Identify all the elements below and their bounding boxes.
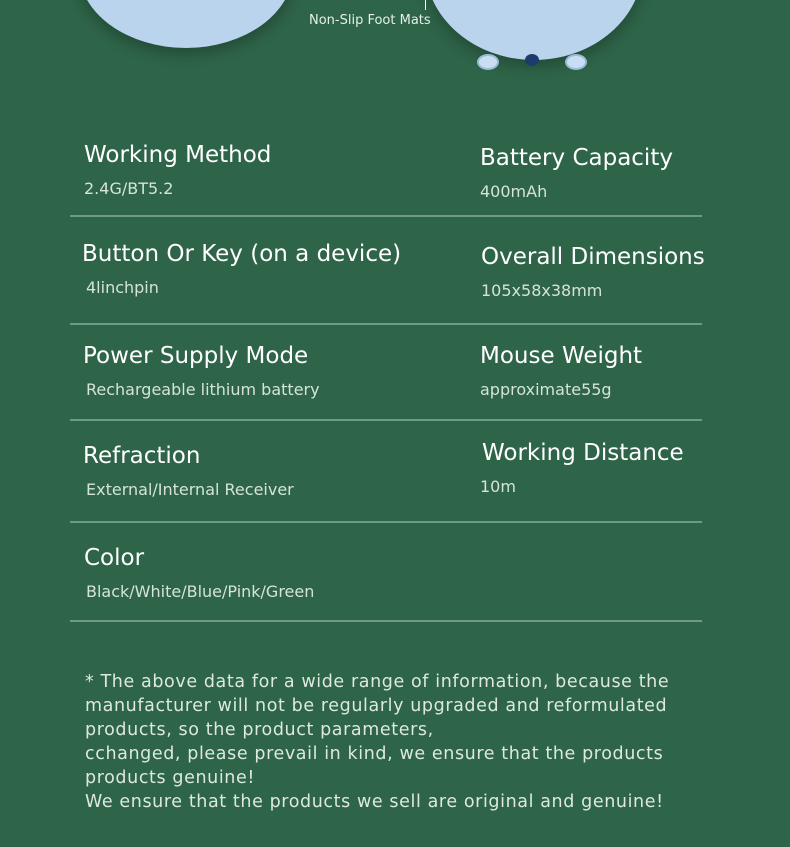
spec-title: Color	[84, 545, 145, 571]
spec-row	[70, 217, 705, 325]
spec-value: External/Internal Receiver	[86, 480, 294, 499]
spec-row	[70, 523, 702, 622]
spec-cell-overall-dimensions	[481, 242, 705, 302]
spec-title: Refraction	[83, 443, 201, 469]
disclaimer-line: cchanged, please prevail in kind, we ensure that the products	[85, 744, 664, 764]
foot-mat-icon	[477, 54, 499, 70]
spec-title: Working Method	[84, 142, 272, 168]
spec-value: Black/White/Blue/Pink/Green	[86, 582, 315, 601]
spec-cell-working-method	[84, 140, 271, 200]
product-hero-image	[0, 0, 790, 70]
spec-value: approximate55g	[480, 380, 612, 399]
spec-value: 105x58x38mm	[481, 281, 603, 300]
spec-value: 10m	[480, 477, 516, 496]
spec-cell-color	[84, 543, 314, 603]
sensor-icon	[525, 54, 539, 66]
disclaimer-line: products, so the product parameters,	[85, 720, 434, 740]
mouse-side-image	[78, 0, 294, 48]
foot-mat-icon	[565, 54, 587, 70]
callout-line	[425, 0, 426, 10]
specifications-table	[70, 118, 705, 622]
disclaimer-note	[85, 670, 725, 814]
disclaimer-line: We ensure that the products we sell are original and genuine!	[85, 792, 664, 812]
spec-row	[70, 325, 702, 421]
spec-cell-mouse-weight	[480, 341, 642, 401]
spec-value: 4linchpin	[86, 278, 159, 297]
disclaimer-line: manufacturer will not be regularly upgraded and reformulated	[85, 696, 668, 716]
spec-title: Overall Dimensions	[481, 244, 705, 270]
spec-cell-button-or-key	[82, 239, 401, 299]
spec-cell-refraction	[83, 441, 294, 501]
spec-title: Power Supply Mode	[83, 343, 309, 369]
spec-title: Mouse Weight	[480, 343, 643, 369]
disclaimer-line: products genuine!	[85, 768, 255, 788]
spec-row	[70, 118, 702, 217]
spec-title: Working Distance	[482, 440, 684, 466]
spec-cell-working-distance	[482, 438, 684, 498]
spec-value: 400mAh	[480, 182, 548, 201]
spec-value: Rechargeable lithium battery	[86, 380, 320, 399]
spec-title: Button Or Key (on a device)	[82, 241, 402, 267]
spec-title: Battery Capacity	[480, 145, 673, 171]
callout-label: Non-Slip Foot Mats	[309, 13, 431, 28]
mouse-bottom-image	[425, 0, 643, 60]
spec-value: 2.4G/BT5.2	[84, 179, 174, 198]
spec-cell-power-supply-mode	[83, 341, 320, 401]
disclaimer-line: * The above data for a wide range of information, because the	[85, 672, 670, 692]
spec-row	[70, 421, 702, 523]
spec-cell-battery-capacity	[480, 143, 673, 203]
